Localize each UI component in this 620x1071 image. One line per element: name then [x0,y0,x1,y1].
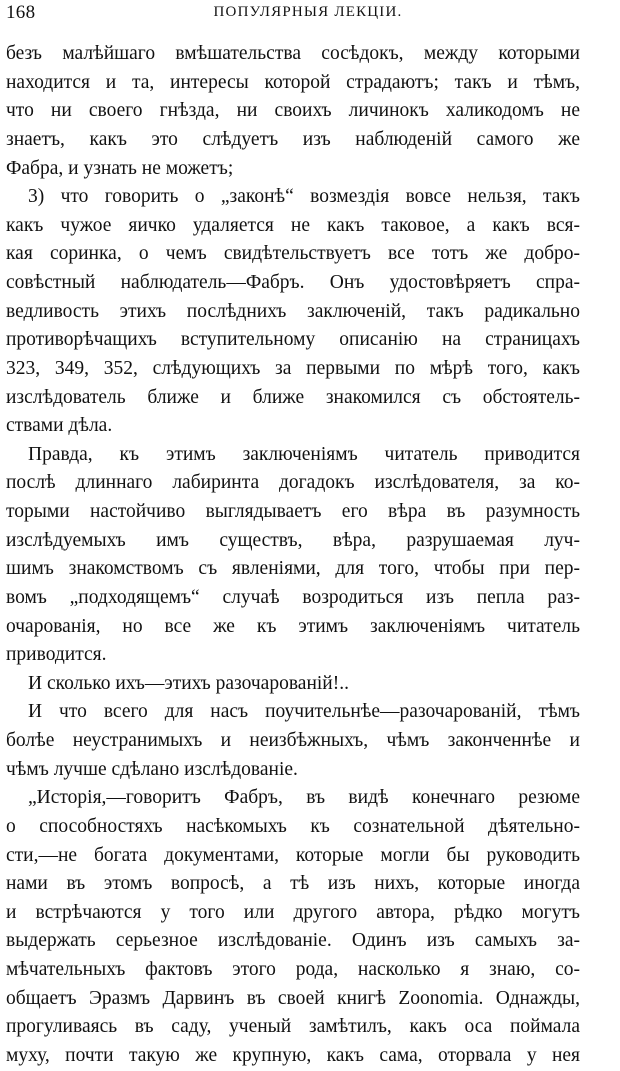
text-line: прогуливаясь въ саду, ученый замѣтилъ, какъ оса поймала [6,1016,580,1038]
text-line: И сколько ихъ—этихъ разочарованій!.. [28,672,349,694]
text-line: послѣ длиннаго лабиринта догадокъ изслѣдователя, за ко- [6,472,580,494]
text-line: Фабра, и узнать не можетъ; [6,157,234,179]
text-line: И что всего для насъ поучительнѣе—разочарованій, тѣмъ [28,701,580,723]
text-line: какъ чужое яичко удаляется не какъ таковое, а какъ вся- [6,214,580,236]
text-line: Правда, къ этимъ заключеніямъ читатель приводится [28,443,580,465]
text-line: изслѣдователь ближе и ближе знакомился съ обстоятель- [6,386,580,408]
text-line: приводится. [6,644,107,666]
text-line: о способностяхъ насѣкомыхъ къ сознательной дѣятельно- [6,815,580,837]
text-line: безъ малѣйшаго вмѣшательства сосѣдокъ, между которыми [6,43,580,64]
text-line: совѣстный наблюдатель—Фабръ. Онъ удостовѣряетъ спра- [6,272,580,293]
text-line: ведливость этихъ послѣднихъ заключеній, такъ радикально [6,300,580,322]
text-line: находится и та, интересы которой страдаютъ; такъ и тѣмъ, [6,71,580,93]
paragraph [6,183,580,441]
running-title: ПОПУЛЯРНЫЯ ЛЕКЦІИ. [213,4,403,20]
paragraph [6,670,580,699]
text-line: торыми настойчиво выглядываетъ его вѣра въ разумность [6,501,580,522]
text-line: вомъ „подходящемъ“ случаѣ возродиться изъ пепла раз- [6,586,580,608]
text-line: сти,—не богата документами, которые могли бы руководить [6,844,580,866]
text-line: общаетъ Эразмъ Дарвинъ въ своей книгѣ Zoonomia. Однажды, [6,987,580,1009]
text-line: очарованія, но все же къ этимъ заключеніямъ читатель [6,615,580,637]
text-line: выдержать серьезное изслѣдованіе. Одинъ изъ самыхъ за- [6,930,580,952]
paragraph [6,40,580,183]
paragraph [6,784,580,1070]
text-line: изслѣдуемыхъ имъ существъ, вѣра, разрушаемая луч- [6,529,580,551]
paragraph [6,441,580,670]
text-line: чѣмъ лучше сдѣлано изслѣдованіе. [6,758,298,780]
body-text [6,40,580,1071]
page-header [6,0,610,26]
text-line: муху, почти такую же крупную, какъ сама, оторвала у нея [6,1044,580,1066]
text-line: кая соринка, о чемъ свидѣтельствуетъ все тотъ же добро- [6,243,580,265]
text-line: нами въ этомъ вопросѣ, а тѣ изъ нихъ, которые иногда [6,873,580,895]
text-line: что ни своего гнѣзда, ни своихъ личинокъ халикодомъ не [6,100,580,122]
text-line: противорѣчащихъ вступительному описанію на страницахъ [6,329,580,351]
text-line: болѣе неустранимыхъ и неизбѣжныхъ, чѣмъ законченнѣе и [6,730,580,751]
text-line: 323, 349, 352, слѣдующихъ за первыми по мѣрѣ того, какъ [6,357,580,379]
text-line: мѣчательныхъ фактовъ этого рода, насколько я знаю, со- [6,959,580,980]
page-number: 168 [6,2,36,23]
paragraph [6,698,580,784]
text-line: знаетъ, какъ это слѣдуетъ изъ наблюденій самого же [6,128,580,150]
text-line: шимъ знакомствомъ съ явленіями, для того, чтобы при пер- [6,558,580,580]
text-line: „Исторія,—говоритъ Фабръ, въ видѣ конечнаго резюме [28,787,580,809]
text-line: 3) что говорить о „законѣ“ возмездія вовсе нельзя, такъ [28,186,580,208]
text-line: ствами дѣла. [6,415,113,437]
text-line: и встрѣчаются у того или другого автора, рѣдко могутъ [6,901,580,923]
